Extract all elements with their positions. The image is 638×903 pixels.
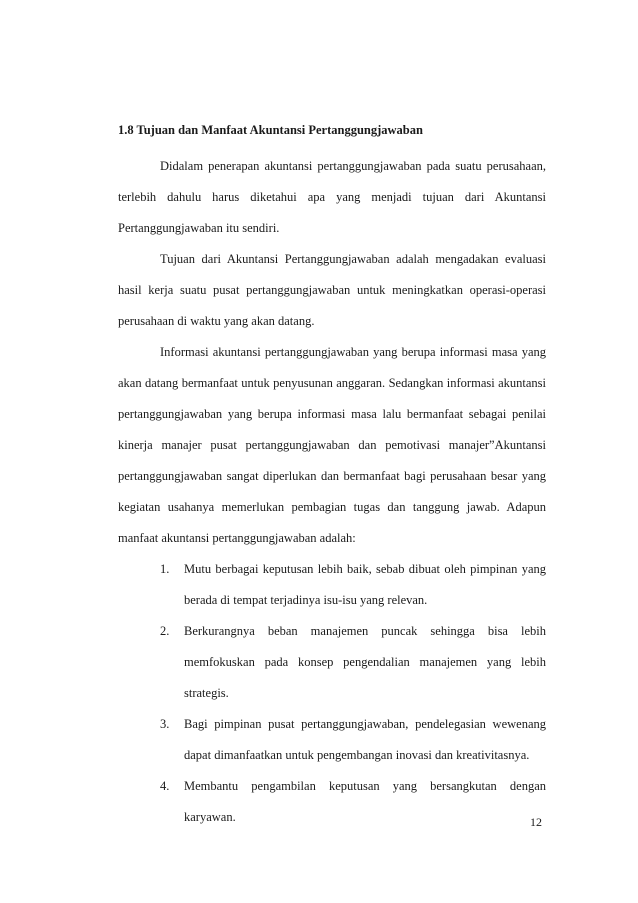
page-content — [118, 120, 546, 833]
benefits-list — [118, 554, 546, 833]
list-item-text: Bagi pimpinan pusat pertanggungjawaban, pendelegasian wewenang dapat dimanfaatkan untuk pengembangan inovasi dan kreativitasnya. — [184, 717, 546, 762]
list-item-number: 2. — [160, 624, 170, 638]
list-item-number: 1. — [160, 562, 170, 576]
list-item-text: Membantu pengambilan keputusan yang bersangkutan dengan karyawan. — [184, 779, 546, 824]
list-item-number: 3. — [160, 717, 170, 731]
list-item — [118, 616, 546, 709]
list-item — [118, 554, 546, 616]
list-item-text: Mutu berbagai keputusan lebih baik, sebab dibuat oleh pimpinan yang berada di tempat terjadinya isu-isu yang relevan. — [184, 562, 546, 607]
section-heading: 1.8 Tujuan dan Manfaat Akuntansi Pertanggungjawaban — [118, 123, 423, 137]
list-item-text: Berkurangnya beban manajemen puncak sehingga bisa lebih memfokuskan pada konsep pengendalian manajemen yang lebih strategis. — [184, 624, 546, 700]
paragraph-intro: Didalam penerapan akuntansi pertanggungjawaban pada suatu perusahaan, terlebih dahulu harus diketahui apa yang menjadi tujuan dari Akuntansi Pertanggungjawaban itu sendiri. — [118, 159, 546, 235]
list-item-number: 4. — [160, 779, 170, 793]
page-number: 12 — [530, 815, 542, 829]
list-item — [118, 709, 546, 771]
paragraph-purpose: Tujuan dari Akuntansi Pertanggungjawaban adalah mengadakan evaluasi hasil kerja suatu pusat pertanggungjawaban untuk meningkatkan operasi-operasi perusahaan di waktu yang akan datang. — [118, 252, 546, 328]
paragraph-benefits: Informasi akuntansi pertanggungjawaban yang berupa informasi masa yang akan datang bermanfaat untuk penyusunan anggaran. Sedangkan informasi akuntansi pertanggungjawaban yang berupa informasi masa lalu bermanfaat sebagai penilai kinerja manajer pusat pertanggungjawaban dan pemotivasi manajer”Akuntansi pertanggungjawaban sangat diperlukan dan bermanfaat bagi perusahaan besar yang kegiatan usahanya memerlukan pembagian tugas dan tanggung jawab. Adapun manfaat akuntansi pertanggungjawaban adalah: — [118, 345, 546, 545]
list-item — [118, 771, 546, 833]
